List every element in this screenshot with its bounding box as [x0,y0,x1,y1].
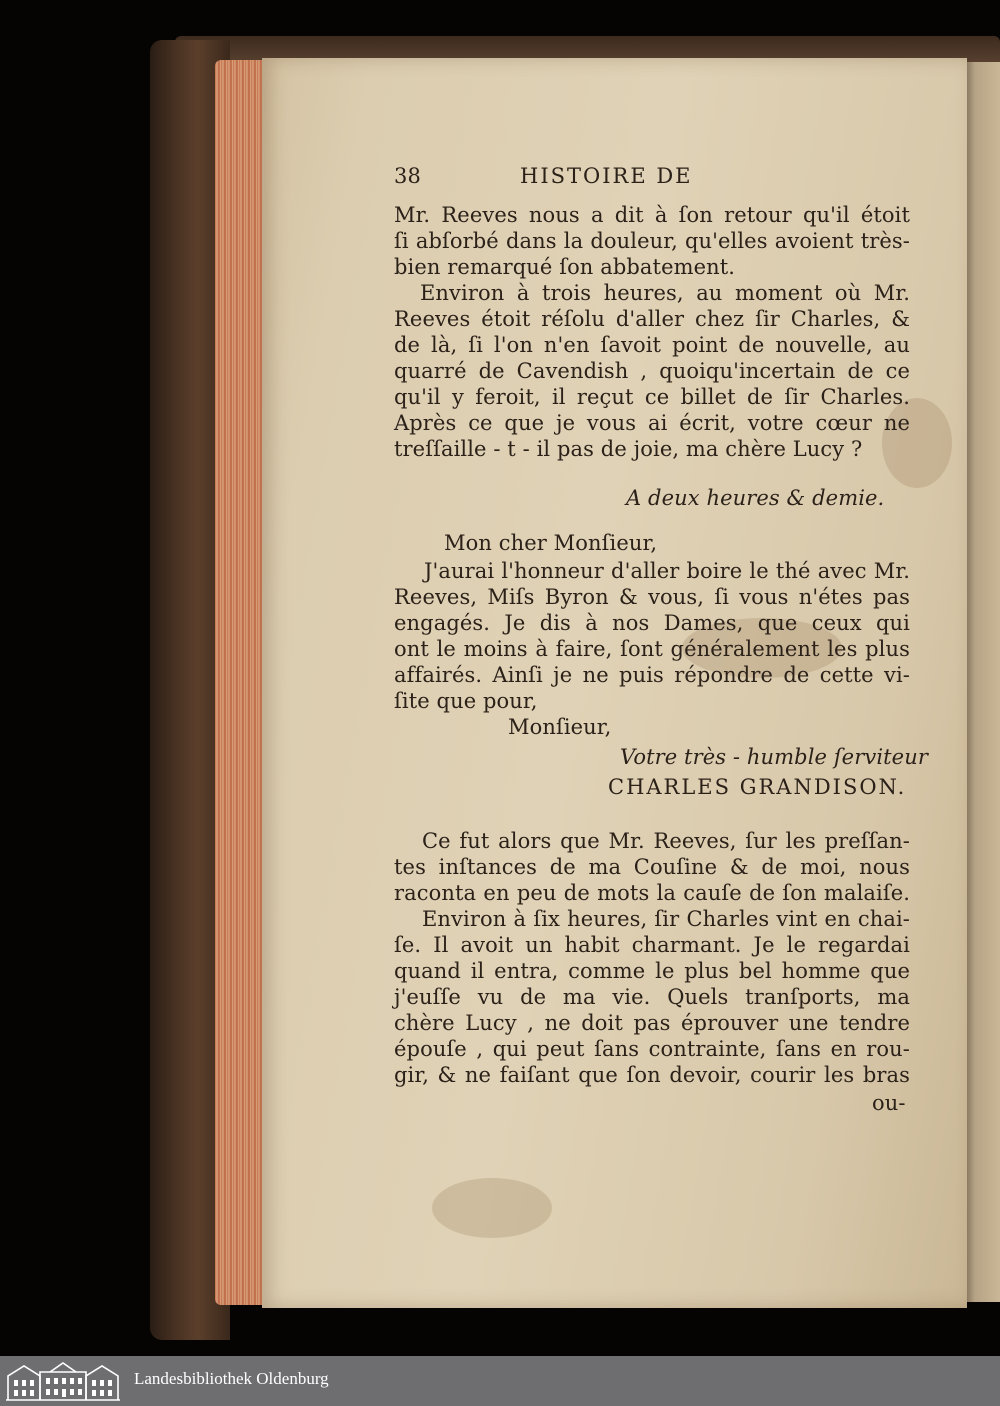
text-line: chère Lucy , ne doit pas éprouver une tendre [394,1011,910,1035]
library-name: Landesbibliothek Oldenburg [134,1369,329,1388]
text-line: j'euſſe vu de ma vie. Quels tranſports, ma [394,985,910,1009]
text-line: tes inſtances de ma Couſine & de moi, nous [394,855,910,879]
text-line: de là, ſi l'on n'en ſavoit point de nouvelle, au [394,333,910,357]
text-line: ſi abſorbé dans la douleur, qu'elles avoient très- [394,229,910,253]
text-line: Mr. Reeves nous a dit à ſon retour qu'il étoit [394,203,910,227]
footer-bar [0,1356,1000,1406]
text-line: quand il entra, comme le plus bel homme que [394,959,910,983]
text-line: treſſaille - t - il pas de joie, ma chère Lucy ? [394,437,863,461]
letter-signature: CHARLES GRANDISON. [608,775,907,799]
letter-dateline: A deux heures & demie. [626,486,885,510]
text-line: Ce fut alors que Mr. Reeves, ſur les preſſan- [422,829,910,853]
page-stain [432,1178,552,1238]
text-line: Environ à trois heures, au moment où Mr. [420,281,910,305]
running-title: HISTOIRE DE [520,164,693,188]
letter-closing-salutation: Monſieur, [508,715,612,739]
text-line: Après ce que je vous ai écrit, votre cœur ne [394,411,910,435]
text-line: gir, & ne faiſant que ſon devoir, courir les bras [394,1063,910,1087]
letter-line: ont le moins à faire, ſont généralement les plus [394,637,910,661]
running-header [394,163,910,189]
text-line: raconta en peu de mots la cauſe de ſon malaiſe. [394,881,910,905]
text-line: épouſe , qui peut ſans contrainte, ſans en rou- [394,1037,910,1061]
catchword: ou- [872,1091,906,1115]
text-line: qu'il y feroit, il reçut ce billet de ſir Charles. [394,385,910,409]
letter-line: J'aurai l'honneur d'aller boire le thé avec Mr. [424,559,910,583]
letter-line: Reeves, Miſs Byron & vous, ſi vous n'étes pas [394,585,910,609]
letter-line: ſite que pour, [394,689,538,713]
text-line: ſe. Il avoit un habit charmant. Je le regardai [394,933,910,957]
text-line: bien remarqué ſon abbatement. [394,255,736,279]
library-building-icon [4,1360,122,1402]
text-line: Environ à ſix heures, ſir Charles vint en chai- [422,907,910,931]
text-line: Reeves étoit réſolu d'aller chez ſir Charles, & [394,307,910,331]
letter-closing: Votre très - humble ſerviteur [620,745,928,769]
letter-salutation: Mon cher Monſieur, [444,531,658,555]
letter-line: affairés. Ainſi je ne puis répondre de cette vi- [394,663,910,687]
letter-line: engagés. Je dis à nos Dames, que ceux qui [394,611,910,635]
text-line: quarré de Cavendish , quoiqu'incertain de ce [394,359,910,383]
page-number: 38 [394,164,421,188]
